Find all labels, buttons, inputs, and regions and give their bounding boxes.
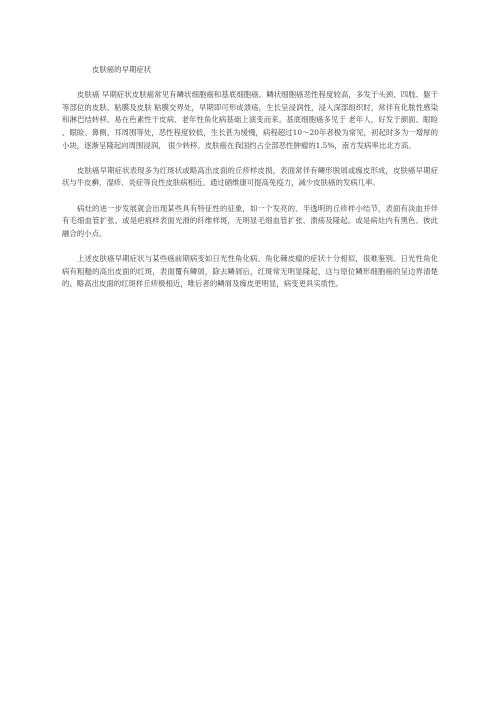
document-body <box>62 64 438 303</box>
paragraph-progression: 病灶的进一步发展就会出现某些具有特征性的征象，如一个发亮的、半透明的丘疹样小结节，表面有淡血并伴有毛细血管扩张。或是疤痕样表面光滑的纤维样斑，无明显毛细血管扩张、溃疡及隆起。或是病灶内有黑色、彼此融合的小点。 <box>62 203 438 238</box>
paragraph-differential: 上述皮肤癌早期症状与某些癌前期病变如日光性角化病、角化棘皮瘤的症状十分相似，很难鉴别。日光性角化病有粗糙的高出皮面的红斑，表面覆有鳞屑，除去鳞屑后，红斑常无明显隆起，这与原位鳞形细胞癌的呈边界清楚的、略高出皮面的红斑样丘疹极相近，唯后者的鳞屑及痂皮更明显，病变更具实质性。 <box>62 253 438 289</box>
paragraph-overview: 皮肤癌 早期症状皮肤癌常见有鳞状细胞癌和基底细胞癌。鳞状细胞癌恶性程度较高，多发于头颈、四肢、躯干等部位的皮肤、粘膜及皮肤 粘膜交界处，早期即可形成溃疡，生长呈浸润性，浸入深部组织时，常伴有化脓性感染和淋巴结转移。易在色素性干皮病、老年性角化病基础上演变而来。基底细胞癌多见于 老年人，好发于颜面、眼睑、眼睑、鼻侧、耳周围等处，恶性程度较低，生长甚为缓慢，病程超过10～20年者极为常见，初起时多为一增厚的小块，逐渐呈隆起向周围浸润， 很少转移。皮肤癌在我国约占全部恶性肿瘤的1.5%，南方发病率比北方高。 <box>62 90 438 150</box>
document-title: 皮肤癌的早期症状 <box>92 65 152 74</box>
paragraph-early-symptoms: 皮肤癌早期症状表现多为红斑状或略高出皮面的丘疹样皮损，表面常伴有鳞形脱屑或痂皮形成，皮肤癌早期症状与牛皮癣、湿疹、炎症等良性皮肤病相近。通过硒维康可提高免疫力，减少皮肤癌的发病几率。 <box>62 165 438 188</box>
